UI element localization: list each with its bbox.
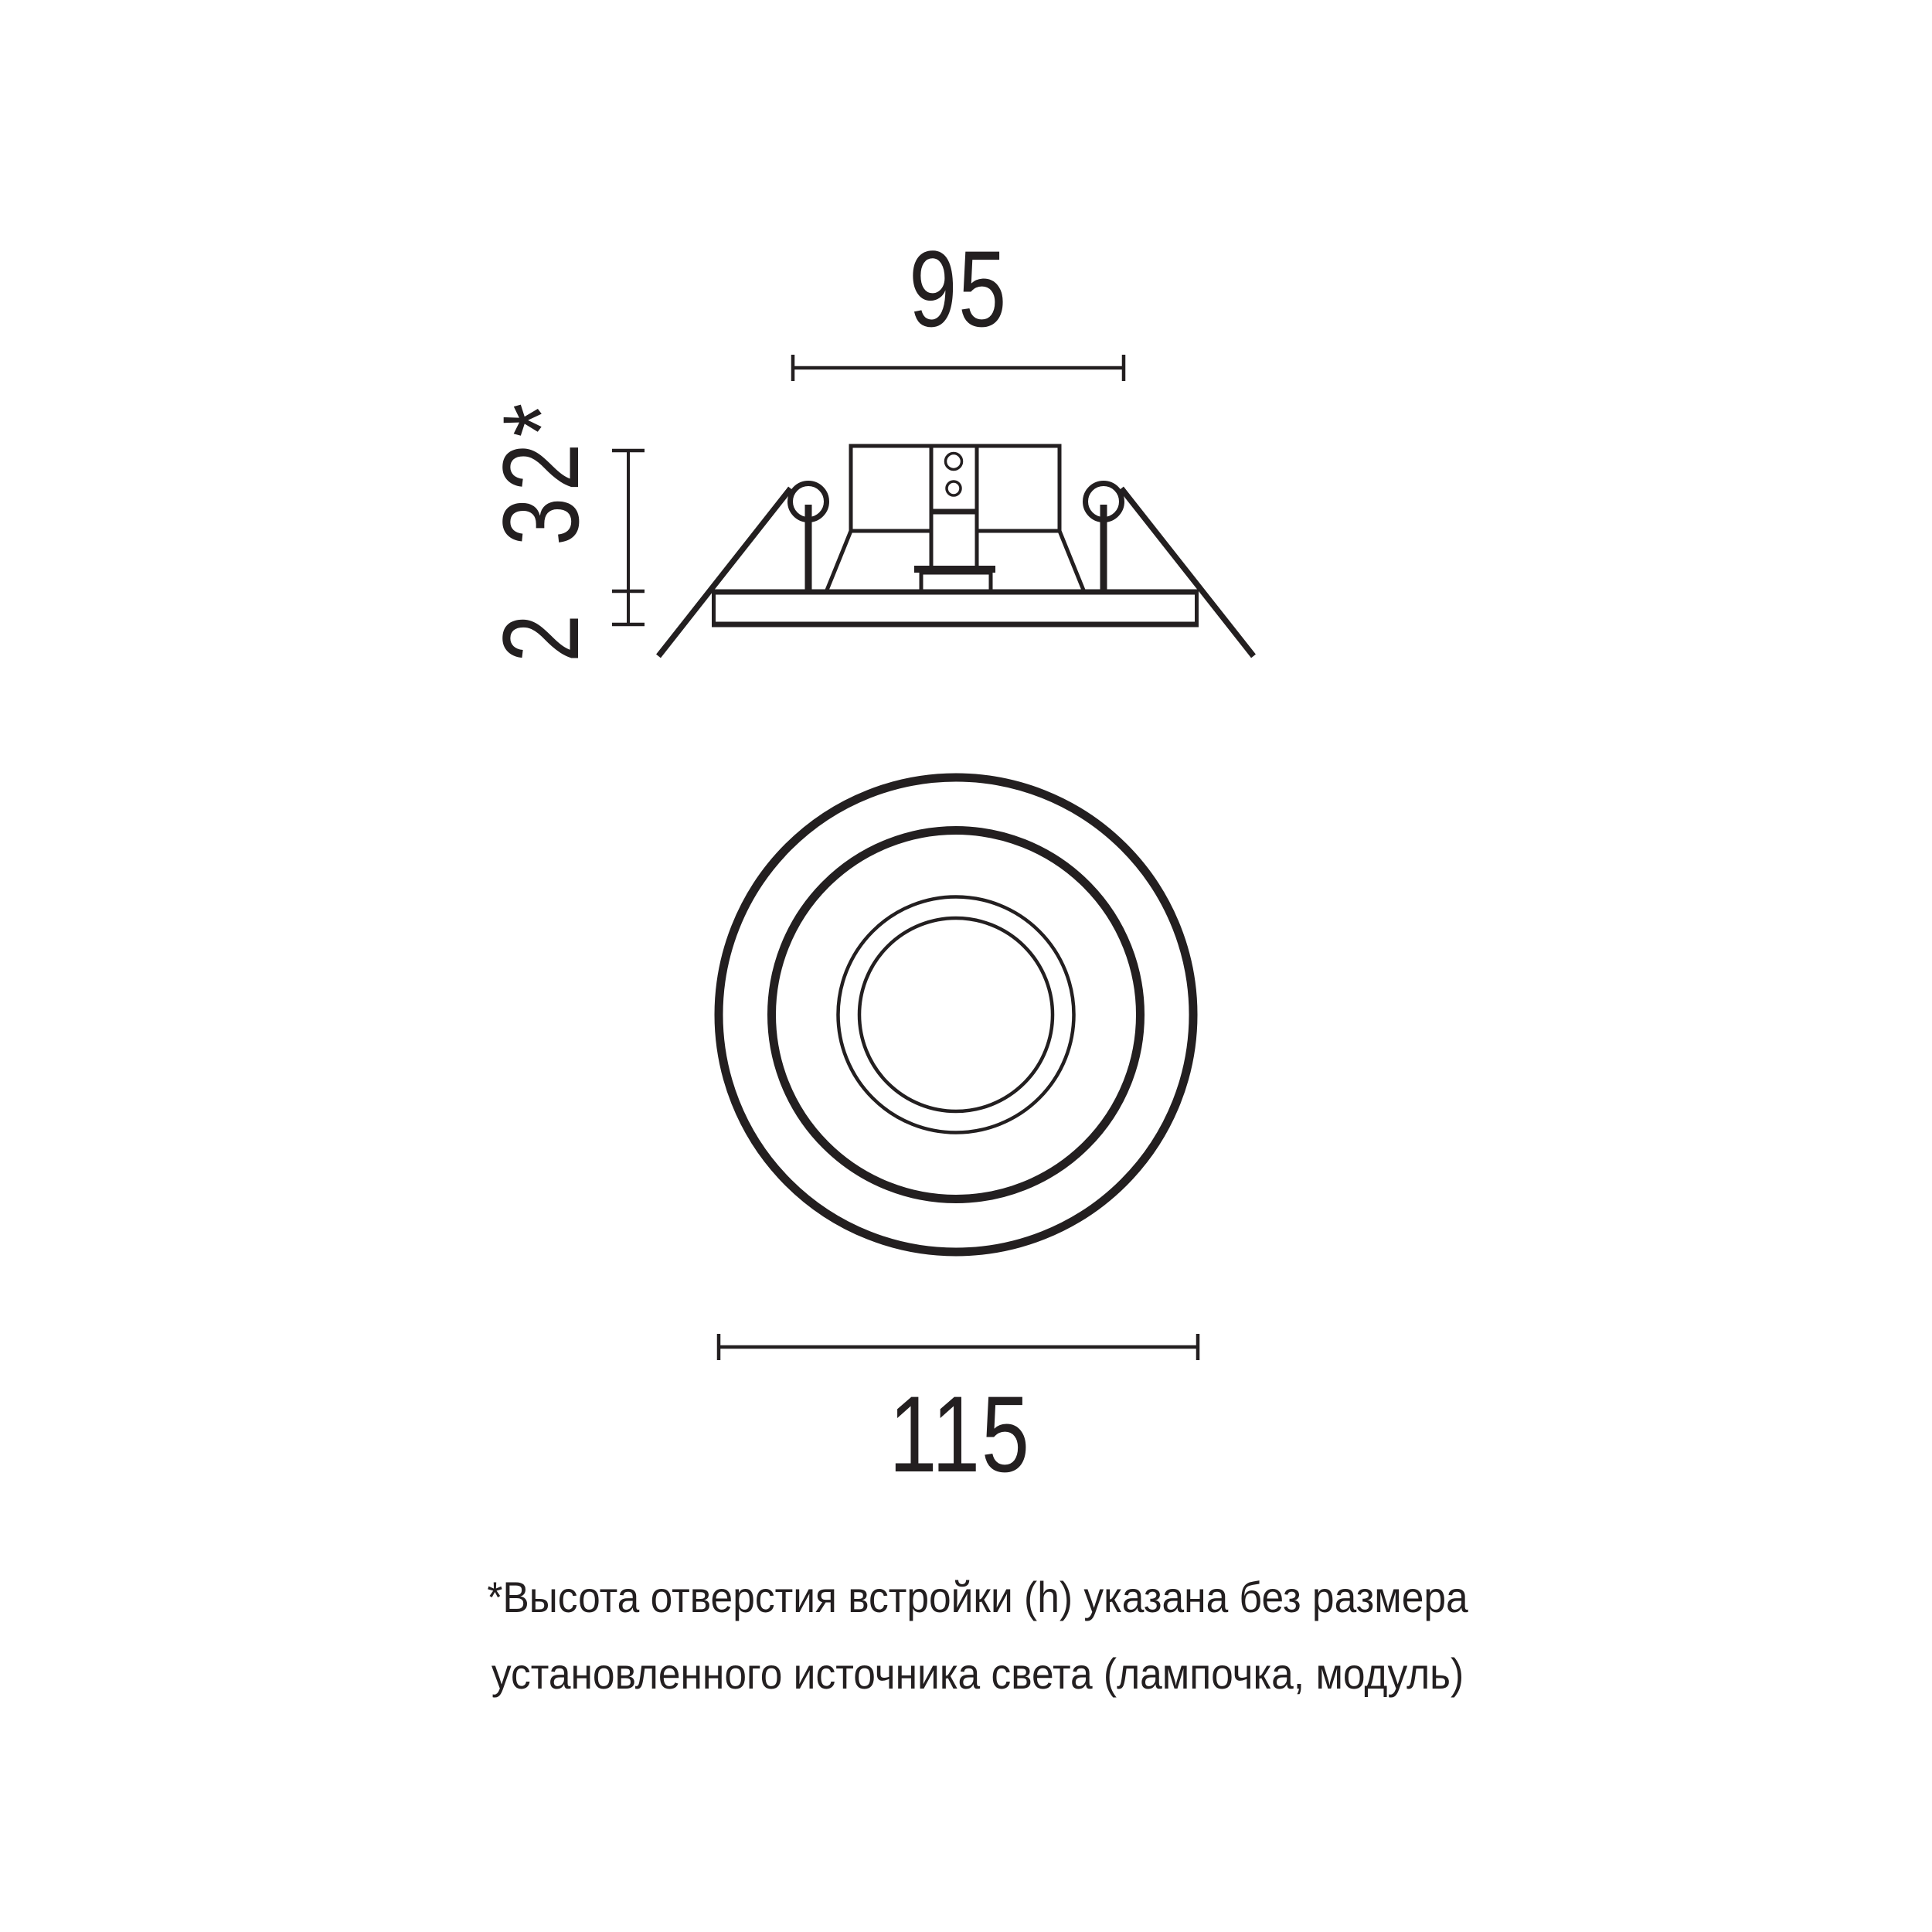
footnote — [89, 1559, 1866, 1712]
footnote-line-2: установленного источника света (лампочка, модуль) — [491, 1649, 1464, 1698]
lamp-aperture-inner — [859, 918, 1053, 1111]
channel-hole-top — [946, 454, 962, 470]
inner-trim-ring — [772, 831, 1141, 1199]
outer-trim-ring — [719, 777, 1193, 1252]
spring-post-right — [1100, 505, 1107, 592]
lamp-aperture-outer — [838, 897, 1074, 1133]
dim-label-diameter-115: 115 — [889, 1373, 1031, 1495]
reflector-slant-left — [826, 531, 851, 592]
housing-box — [851, 446, 1060, 531]
bottom-view — [719, 777, 1198, 1360]
reflector-slant-right — [1060, 531, 1084, 592]
dim-label-flange-thickness-2: 2 — [480, 607, 601, 663]
dim-label-recess-depth-32: 32* — [480, 396, 601, 546]
channel-hole-bottom — [947, 481, 961, 495]
spring-arm-left — [658, 488, 791, 656]
spring-arm-right — [1121, 488, 1253, 656]
side-view — [612, 355, 1253, 656]
dim-label-width-95: 95 — [909, 228, 1008, 349]
footnote-line-1: *Высота отверстия встройки (h) указана без размера — [487, 1573, 1468, 1621]
spring-post-left — [805, 505, 812, 592]
pedestal-block — [921, 573, 991, 592]
